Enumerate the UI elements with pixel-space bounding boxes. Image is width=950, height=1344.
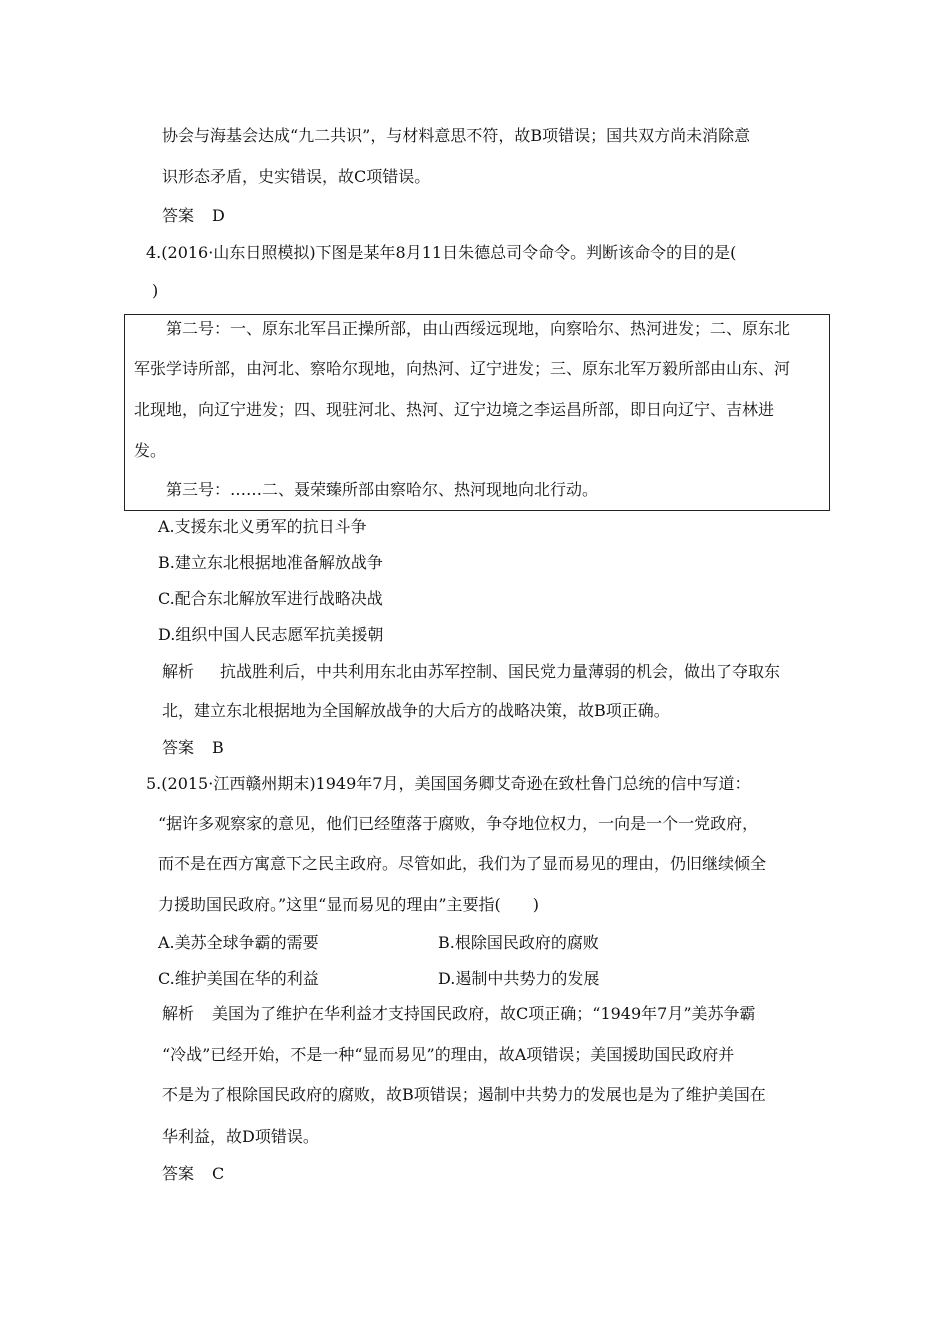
q4-option-b: B.建立东北根据地准备解放战争 [158,553,383,572]
answer-value: D [212,206,225,225]
analysis-label: 解析 [162,662,195,681]
q5-option-c: C.维护美国在华的利益 [158,969,319,988]
q5-analysis-line-1 [162,1003,756,1025]
q4-stem-line-1: 4.(2016·山东日照模拟)下图是某年8月11日朱德总司令命令。判断该命令的目的是( [146,243,737,262]
q4-option-a: A.支援东北义勇军的抗日斗争 [158,517,367,536]
q4-stem-line-2: ) [152,281,159,300]
q3-analysis-line-1: 协会与海基会达成“九二共识”，与材料意思不符，故B项错误；国共双方尚未消除意 [162,126,751,145]
q3-analysis-line-2: 识形态矛盾，史实错误，故C项错误。 [162,167,431,186]
q5-option-d: D.遏制中共势力的发展 [438,969,600,988]
q5-answer [162,1163,224,1185]
answer-label: 答案 [162,738,195,757]
answer-label: 答案 [162,206,195,225]
q5-analysis-line-3: 不是为了根除国民政府的腐败，故B项错误；遏制中共势力的发展也是为了维护美国在 [162,1085,766,1104]
q4-material-line-1: 第二号：一、原东北军吕正操所部，由山西绥远现地，向察哈尔、热河进发；二、原东北 [166,319,791,338]
answer-value: B [212,738,224,757]
q4-analysis-line-1 [162,661,780,683]
analysis-text: 抗战胜利后，中共利用东北由苏军控制、国民党力量薄弱的机会，做出了夺取东 [220,662,781,681]
q5-stem-line-1: 5.(2015·江西赣州期末)1949年7月，美国国务卿艾奇逊在致杜鲁门总统的信中写道： [146,774,751,793]
answer-label: 答案 [162,1164,195,1183]
q4-material-line-4: 发。 [134,441,167,460]
q3-answer [162,205,225,227]
q4-material-line-5: 第三号：……二、聂荣臻所部由察哈尔、热河现地向北行动。 [166,480,599,499]
q5-analysis-line-4: 华利益，故D项错误。 [162,1127,319,1146]
analysis-text: 美国为了维护在华利益才支持国民政府，故C项正确；“1949年7月”美苏争霸 [212,1004,756,1023]
q5-analysis-line-2: “冷战”已经开始，不是一种“显而易见”的理由，故A项错误；美国援助国民政府并 [162,1045,735,1064]
q4-answer [162,737,224,759]
analysis-label: 解析 [162,1004,195,1023]
q4-material-line-2: 军张学诗所部，由河北、察哈尔现地，向热河、辽宁进发；三、原东北军万毅所部由山东、河 [134,359,791,378]
q4-option-d: D.组织中国人民志愿军抗美援朝 [158,625,384,644]
q5-stem-line-4: 力援助国民政府。”这里“显而易见的理由”主要指( ) [158,895,540,914]
q4-option-c: C.配合东北解放军进行战略决战 [158,589,383,608]
q5-option-a: A.美苏全球争霸的需要 [158,933,319,952]
answer-value: C [212,1164,225,1183]
q4-analysis-line-2: 北，建立东北根据地为全国解放战争的大后方的战略决策，故B项正确。 [162,701,670,720]
q5-stem-line-2: “据许多观察家的意见，他们已经堕落于腐败，争夺地位权力，一向是一个一党政府， [158,814,759,833]
q5-option-b: B.根除国民政府的腐败 [438,933,599,952]
q4-material-line-3: 北现地，向辽宁进发；四、现驻河北、热河、辽宁边境之李运昌所部，即日向辽宁、吉林进 [134,400,775,419]
q5-stem-line-3: 而不是在西方寓意下之民主政府。尽管如此，我们为了显而易见的理由，仍旧继续倾全 [158,854,767,873]
